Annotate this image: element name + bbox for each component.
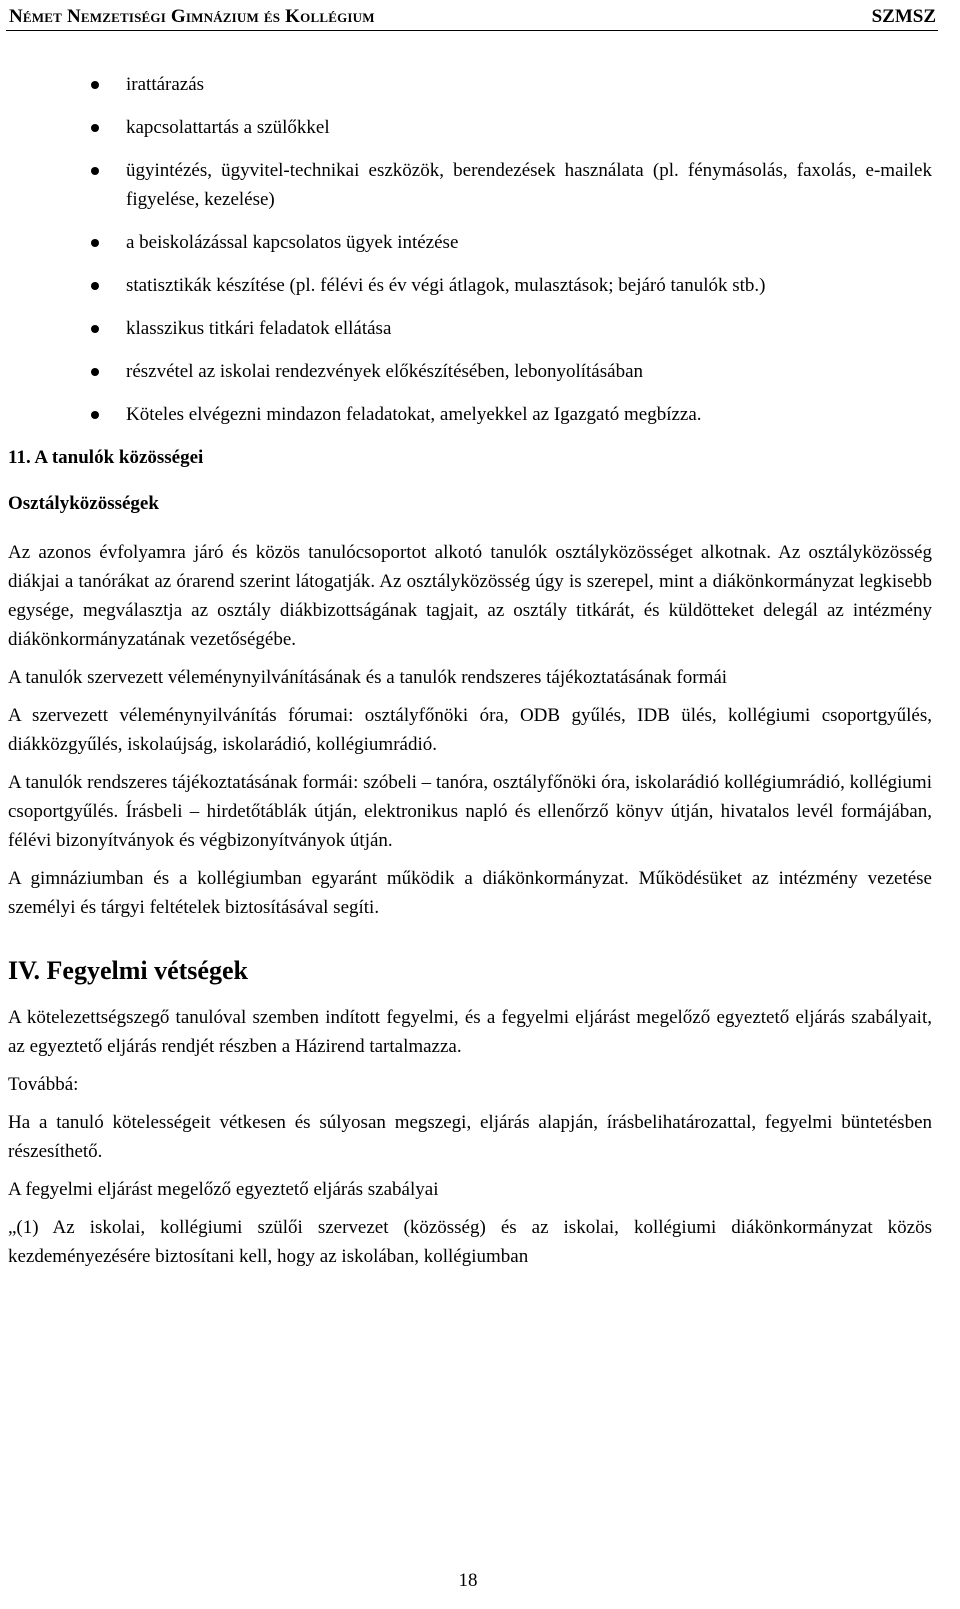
list-item: kapcsolattartás a szülőkkel xyxy=(8,113,932,142)
paragraph: A szervezett véleménynyilvánítás fórumai: osztályfőnöki óra, ODB gyűlés, IDB ülés, kollégiumi csoportgyűlés, diákközgyűlés, iskolaújság, iskolarádió, kollégiumrádió. xyxy=(8,705,932,755)
paragraph: Az azonos évfolyamra járó és közös tanulócsoportot alkotó tanulók osztályközösséget alkotnak. Az osztályközösség diákjai a tanórákat az órarend szerint látogatják. Az osztályközösség úgy is szerepel, mint a diákönkormányzat legkisebb egysége, megválasztja az osztály diákbizottságának tagjait, az osztály titkárát, és küldötteket delegál az intézmény diákönkormányzatának vezetőségébe. xyxy=(8,542,932,650)
paragraph: A gimnáziumban és a kollégiumban egyaránt működik a diákönkormányzat. Működésüket az intézmény vezetése személyi és tárgyi feltételek biztosításával segíti. xyxy=(8,868,932,918)
subsection-heading: Osztályközösségek xyxy=(8,493,159,514)
page-header xyxy=(6,0,938,31)
list-item: irattárazás xyxy=(8,70,932,99)
paragraph: A kötelezettségszegő tanulóval szemben indított fegyelmi, és a fegyelmi eljárást megelőző egyeztető eljárás szabályait, az egyeztető eljárás rendjét részben a Házirend tartalmazza. xyxy=(8,1007,932,1057)
list-item: klasszikus titkári feladatok ellátása xyxy=(8,314,932,343)
paragraph: A tanulók rendszeres tájékoztatásának formái: szóbeli – tanóra, osztályfőnöki óra, iskolarádió kollégiumrádió, kollégiumi csoportgyűlés. Írásbeli – hirdetőtáblák útján, elektronikus napló és ellenőrző könyv útján, hivatalos levél formájában, félévi bizonyítványok és végbizonyítványok útján. xyxy=(8,772,932,851)
document-body xyxy=(8,70,932,1280)
chapter-heading: IV. Fegyelmi vétségek xyxy=(8,956,248,985)
list-item: Köteles elvégezni mindazon feladatokat, amelyekkel az Igazgató megbízza. xyxy=(8,400,932,429)
section-heading: 11. A tanulók közösségei xyxy=(8,447,204,468)
paragraph: A tanulók szervezett véleménynyilvánításának és a tanulók rendszeres tájékoztatásának formái xyxy=(8,667,728,688)
paragraph: Ha a tanuló kötelességeit vétkesen és súlyosan megszegi, eljárás alapján, írásbelihatározattal, fegyelmi büntetésben részesíthető. xyxy=(8,1112,932,1162)
institution-name: Német Nemzetiségi Gimnázium és Kollégium xyxy=(9,6,375,27)
paragraph: Továbbá: xyxy=(8,1074,79,1095)
task-list xyxy=(8,70,932,429)
list-item: részvétel az iskolai rendezvények előkészítésében, lebonyolításában xyxy=(8,357,932,386)
list-item: a beiskolázással kapcsolatos ügyek intézése xyxy=(8,228,932,257)
paragraph: A fegyelmi eljárást megelőző egyeztető eljárás szabályai xyxy=(8,1179,439,1200)
list-item: ügyintézés, ügyvitel-technikai eszközök, berendezések használata (pl. fénymásolás, faxolás, e-mailek figyelése, kezelése) xyxy=(8,156,932,214)
page-number: 18 xyxy=(458,1570,478,1591)
list-item: statisztikák készítése (pl. félévi és év végi átlagok, mulasztások; bejáró tanulók stb.) xyxy=(8,271,932,300)
paragraph: „(1) Az iskolai, kollégiumi szülői szervezet (közösség) és az iskolai, kollégiumi diákönkormányzat közös kezdeményezésére biztosítani kell, hogy az iskolában, kollégiumban xyxy=(8,1217,932,1267)
document-code: SZMSZ xyxy=(871,6,936,27)
